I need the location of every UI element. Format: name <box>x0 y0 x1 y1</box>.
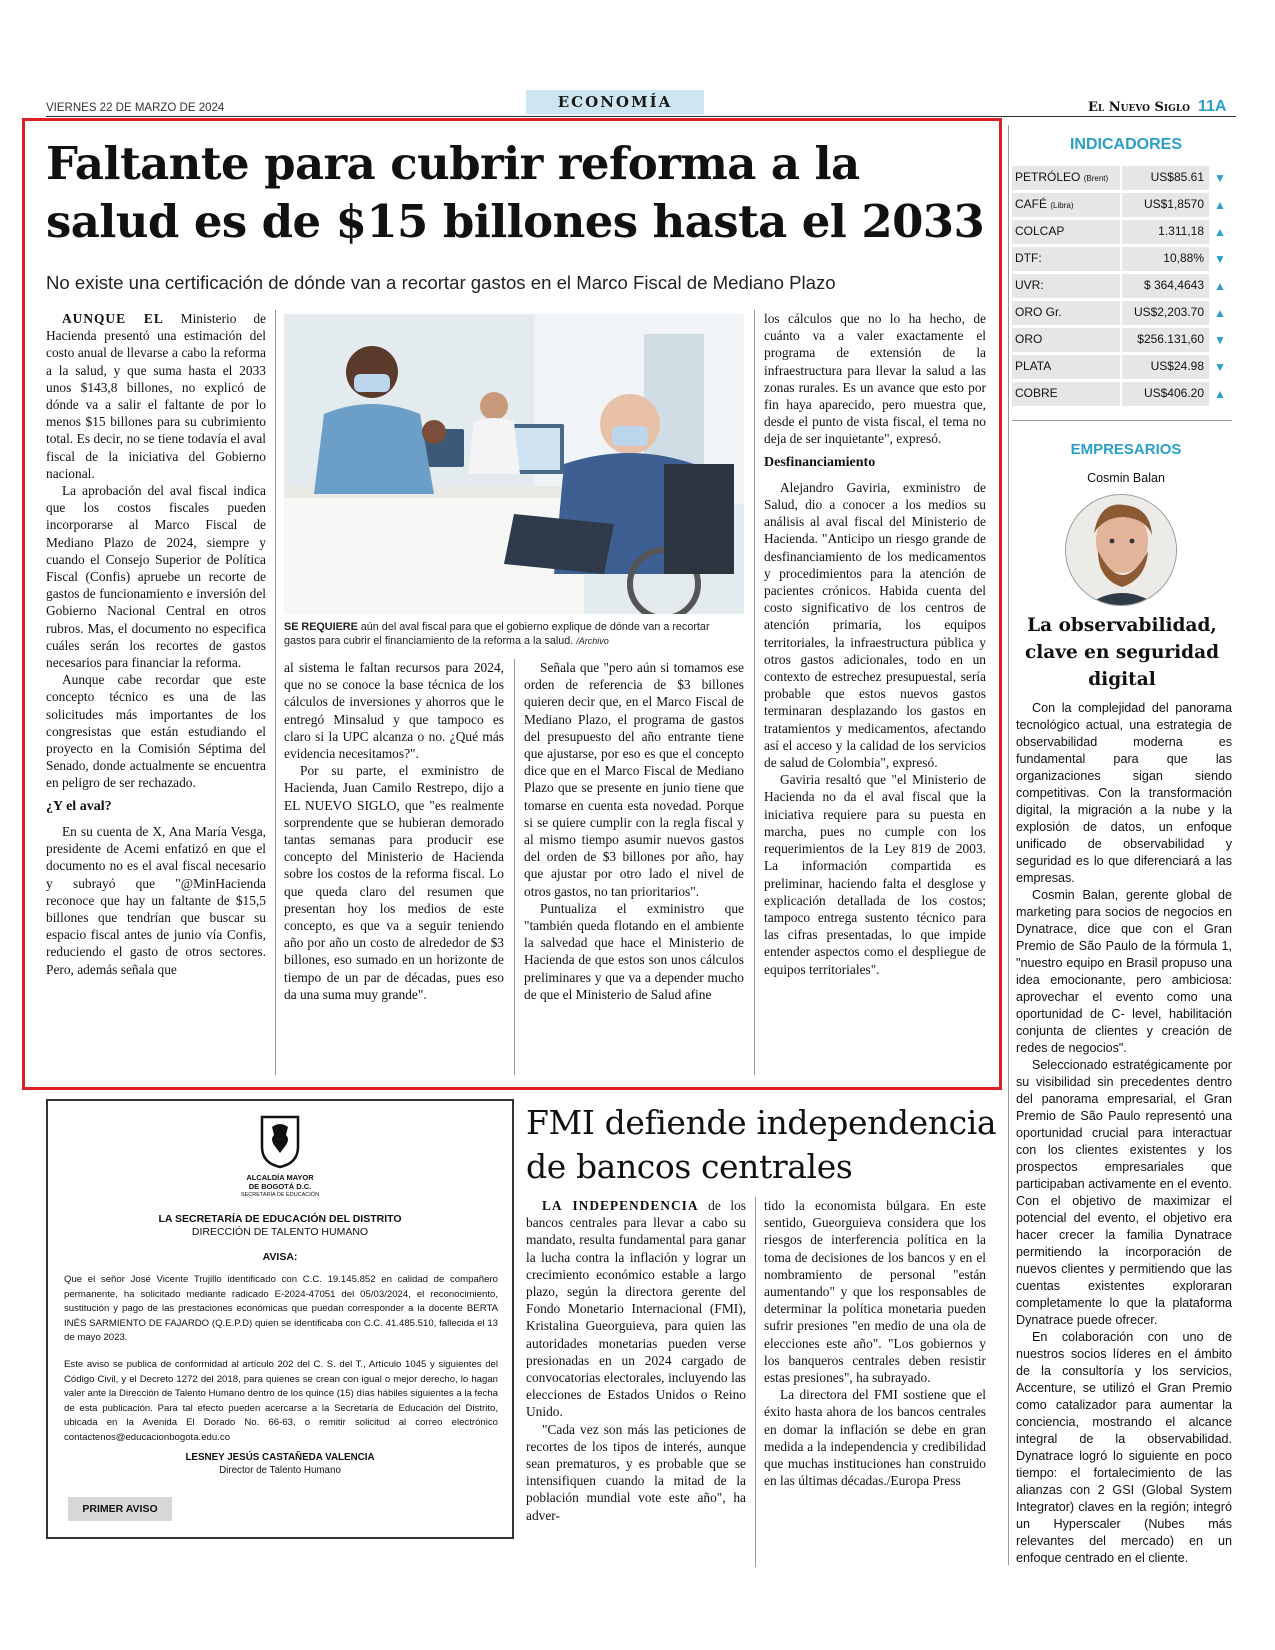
paragraph: La directora del FMI sostiene que el éxito hasta ahora de los bancos centrales en domar la inflación se debe en gran medida a la independencia y credibilidad que muchas instituciones han construido en las últimas décadas./Europa Press <box>764 1387 986 1489</box>
photo-caption <box>284 620 744 648</box>
hospital-scene-illustration <box>284 314 744 614</box>
paragraph: Puntualiza el exministro que "también queda flotando en el ambiente la salvedad que hace el Ministerio de Hacienda de que estos son unos cálculos preliminares y que va a depender mucho de que el Ministerio de Salud afine <box>524 900 744 1002</box>
arrow-up-icon: ▲ <box>1214 306 1226 320</box>
notice-signer: LESNEY JESÚS CASTAÑEDA VALENCIA <box>185 1452 375 1463</box>
column-rule <box>755 1197 756 1567</box>
notice-subtitle: DIRECCIÓN DE TALENTO HUMANO <box>191 1226 369 1238</box>
org-name-2: DE BOGOTÁ D.C. <box>248 1182 312 1191</box>
section-banner <box>526 90 704 114</box>
lead-in: AUNQUE EL <box>62 311 164 326</box>
column-rule <box>514 659 515 1075</box>
bogota-coat-of-arms-icon <box>256 1113 304 1169</box>
paragraph: La aprobación del aval fiscal indica que los costos fiscales pueden incorporarse al Marco Fiscal de Mediano Plazo de 2024, siempre y cuando el Consejo Superior de Política Fiscal (Confis) apruebe un recorte de gastos de funcionamiento e inversión del Gobierno Nacional Central en otros rubros. Mas, el documento no especifica cuáles serán los recortes de gastos necesarios para financiar la reforma. <box>46 483 266 671</box>
empresarios-label: EMPRESARIOS <box>1070 441 1182 458</box>
arrow-up-icon: ▲ <box>1214 225 1226 239</box>
indicator-name: COBRE <box>1015 386 1058 400</box>
page-number: 11A <box>1198 98 1227 115</box>
indicator-name: CAFÉ <box>1015 197 1048 211</box>
arrow-down-icon: ▼ <box>1214 252 1226 266</box>
indicator-name: COLCAP <box>1015 224 1065 238</box>
notice-title: LA SECRETARÍA DE EDUCACIÓN DEL DISTRITO <box>158 1213 402 1225</box>
empresarios-body <box>1016 700 1232 1567</box>
fmi-headline <box>526 1101 996 1189</box>
notice-avisa: AVISA: <box>262 1251 298 1263</box>
sidebar-divider <box>1012 420 1232 421</box>
paragraph: Con la complejidad del panorama tecnológico actual, una estrategia de observabilidad moderna es fundamental para que las organizaciones sigan siendo competitivas. Con la transformación digital, la migración a la nube y la explosión de datos, un enfoque unificado de observabilidad y seguridad es lo que diferenciará a las empresas. <box>1016 701 1232 885</box>
lead-in: LA INDEPENDENCIA <box>542 1198 699 1213</box>
paper-name: El Nuevo Siglo <box>1088 100 1190 115</box>
paragraph: tido la economista búlgara. En este sentido, Gueorguieva considera que los riesgos de interferencia política en la toma de decisiones de los bancos y en el nombramiento de personal "están aumentando" y que los responsables de determinar la política monetaria pueden sufrir presiones "en medio de una ola de elecciones este año". "Los gobiernos y los banqueros centrales deben resistir estas presiones", ha subrayado. <box>764 1198 986 1386</box>
indicator-tag: (Brent) <box>1083 174 1109 183</box>
subheading: Desfinanciamiento <box>764 454 876 470</box>
headline-line-2: salud es de $15 billones hasta el 2033 <box>46 195 985 248</box>
indicator-value: 1.311,18 <box>1122 220 1209 244</box>
indicator-value: US$85.61 <box>1122 166 1209 190</box>
fmi-col-1 <box>526 1197 746 1524</box>
indicator-name: UVR: <box>1015 278 1044 292</box>
headline-line-1: Faltante para cubrir reforma a la <box>46 137 860 190</box>
indicator-name: PLATA <box>1015 359 1052 373</box>
paragraph: Alejandro Gaviria, exministro de Salud, dio a conocer a los medios su análisis al aval fiscal del Ministerio de Hacienda. "Anticipo un riesgo grande de desfinanciamiento de los medicamentos y procedimientos para la atención de pacientes crónicos. Habida cuenta del costo significativo de los centros de atención primaria, los equipos territoriales, la infraestructura pública y otros gastos adicionales, todo en un contexto de estrechez presupuestal, sería probable que estos nuevos gastos terminaran desplazando los gastos en tratamientos y medicamentos, afectando así el acceso y la calidad de los servicios de salud de Colombia", expresó. <box>764 479 986 771</box>
paragraph: Cosmin Balan, gerente global de marketing para socios de negocios en Dynatrace, dice que con el Gran Premio de São Paulo de la fórmula 1, "nuestro equipo en Brasil propuso una idea emocionante, pero ambiciosa: aprovechar el evento como una oportunidad de C- level, habilitación conjunta de clientes y creación de redes de negocios". <box>1016 888 1232 1055</box>
page-date: VIERNES 22 DE MARZO DE 2024 <box>46 102 225 114</box>
indicator-row-cobre <box>1012 382 1232 407</box>
empresarios-headline: La observabilidad, clave en seguridad digital <box>1024 615 1220 690</box>
arrow-up-icon: ▲ <box>1214 279 1226 293</box>
subheading: ¿Y el aval? <box>46 798 112 814</box>
indicator-row-colcap <box>1012 220 1232 245</box>
article-col-3 <box>524 659 744 1003</box>
caption-lead: SE REQUIERE <box>284 621 358 633</box>
notice-paragraph-1: Que el señor José Vicente Trujillo identificado con C.C. 19.145.852 en calidad de compañero permanente, ha solicitado mediante radicado E-2024-47051 del 05/03/2024, el reconocimiento, sustitución y pago de las prestaciones económicas que puedan corresponder a la docente BERTA INÉS SARMIENTO DE FAJARDO (Q.E.P.D) quien se identificaba con C.C. 41.485.510, fallecida el 13 de mayo 2023. <box>64 1274 498 1344</box>
notice-badge: PRIMER AVISO <box>68 1497 172 1521</box>
fmi-col-2 <box>764 1197 986 1489</box>
header-rule <box>46 116 1236 117</box>
indicator-row-plata <box>1012 355 1232 380</box>
indicator-name: ORO <box>1015 332 1043 346</box>
arrow-up-icon: ▲ <box>1214 387 1226 401</box>
indicator-value: US$24.98 <box>1122 355 1209 379</box>
fmi-headline-line-2: de bancos centrales <box>526 1147 853 1186</box>
paragraph: Aunque cabe recordar que este concepto técnico es una de las solicitudes más importantes de los congresistas que están estudiando el proyecto en la Comisión Séptima del Senado, donde actualmente se encuentra en peligro de ser rechazado. <box>46 672 266 791</box>
indicator-row-petroleo <box>1012 166 1232 191</box>
paragraph: los cálculos que no lo ha hecho, de cuánto va a valer exactamente el programa de extensión de la infraestructura para llevar la salud a las zonas rurales. Es un avance que esto por fin haya aparecido, pero muestra que, desde el punto de vista fiscal, el tema no deja de ser inquietante", expresó. <box>764 311 986 447</box>
indicator-value: $256.131,60 <box>1122 328 1209 352</box>
caption-text: aún del aval fiscal para que el gobierno explique de dónde van a recortar gastos para cubrir el financiamiento de la reforma a la salud. <box>284 621 710 647</box>
paragraph: de los bancos centrales para llevar a cabo su mandato, resulta fundamental para ganar la lucha contra la inflación y lograr un crecimiento económico estable a largo plazo, según la directora gerente del Fondo Monetario Internacional (FMI), Kristalina Gueorguieva, para quien las autoridades monetarias pueden verse presionadas en un 2024 cargado de convocatorias electorales, incluyendo las elecciones de Estados Unidos o Reino Unido. <box>526 1198 746 1420</box>
indicator-name: DTF: <box>1015 251 1042 265</box>
indicator-value: US$1,8570 <box>1122 193 1209 217</box>
paragraph: "Cada vez son más las peticiones de recortes de los tipos de interés, aunque sean prematuros, y es probable que se intensifiquen cuando la mitad de la población mundial vote este año", ha adver- <box>526 1421 746 1523</box>
paragraph: Por su parte, el exministro de Hacienda, Juan Camilo Restrepo, dijo a EL NUEVO SIGLO, que "es realmente sorprendente que se hubieran demorado tantas semanas para producir ese concepto del Ministerio de Hacienda sobre los costos de la reforma fiscal. Lo que queda claro del resumen que presentan hoy los medios de este concepto, es que va a seguir teniendo año por año un costo de alrededor de $3 billones, eso sumado en un horizonte de tiempo de un par de décadas, pues eso da una suma muy grande". <box>284 763 504 1002</box>
sidebar-rule <box>1008 125 1009 1565</box>
column-rule <box>754 310 755 1075</box>
article-col-1 <box>46 310 266 978</box>
indicator-row-cafe <box>1012 193 1232 218</box>
paragraph: En su cuenta de X, Ana María Vesga, presidente de Acemi enfatizó en que el documento no es el aval fiscal necesario y subrayó que "@MinHacienda reconoce que hay un faltante de $15,5 billones que tendrían que buscar su espacio fiscal antes de junio vía Confis, reduciendo el gasto de otros sectores. Pero, además señala que <box>46 823 266 977</box>
notice-signer-role: Director de Talento Humano <box>219 1465 341 1476</box>
indicator-row-dtf <box>1012 247 1232 272</box>
paragraph: Gaviria resaltó que "el Ministerio de Hacienda no da el aval fiscal que la iniciativa requiere para su puesta en marcha, pues no cumple con los requerimientos de la Ley 819 de 2003. La información compartida es preliminar, haciendo falta el desglose y explicación detallada de los costos; tampoco entrega sustento técnico para las cifras presentadas, lo que impide entender aspectos como el despliegue de equipos territoriales". <box>764 772 986 977</box>
indicator-row-oro-gr <box>1012 301 1232 326</box>
org-name-3: SECRETARÍA DE EDUCACIÓN <box>240 1192 320 1198</box>
arrow-down-icon: ▼ <box>1214 333 1226 347</box>
person-portrait <box>1066 495 1177 606</box>
fmi-headline-line-1: FMI defiende independencia <box>526 1103 997 1142</box>
photo-credit: /Archivo <box>576 636 609 646</box>
column-rule <box>275 310 276 1075</box>
indicator-value: US$2,203.70 <box>1122 301 1209 325</box>
indicators-table <box>1012 166 1232 409</box>
paragraph: En colaboración con uno de nuestros socios líderes en el ámbito de la consultoría y los servicios, Accenture, se utilizó el Gran Premio como catalizador para aumentar la conciencia, mostrando el alcance integral de la observabilidad. Dynatrace logró lo siguiente en poco tiempo: el fortalecimiento de las alianzas con 2 GSI (Global System Integrator) claves en la región; integró un Hyperscaler (Nubes más relevantes del mercado) en un enfoque centrado en el cliente. <box>1016 1330 1232 1565</box>
article-col-2 <box>284 659 504 1003</box>
indicator-row-oro <box>1012 328 1232 353</box>
arrow-up-icon: ▲ <box>1214 198 1226 212</box>
org-name-1: ALCALDÍA MAYOR <box>246 1173 314 1182</box>
article-photo <box>284 314 744 614</box>
indicator-value: $ 364,4643 <box>1122 274 1209 298</box>
public-notice <box>46 1099 514 1539</box>
indicators-title: INDICADORES <box>1069 136 1182 153</box>
indicator-tag: (Libra) <box>1050 201 1074 210</box>
section-label: ECONOMÍA <box>557 93 673 111</box>
notice-paragraph-2: Este aviso se publica de conformidad al artículo 202 del C. S. del T., Artículo 1045 y siguientes del Código Civil, y el Decreto 1272 del 2018, para quienes se crean con igual o mejor derecho, lo hagan valer ante la Dirección de Talento Humano dentro de los quince (15) días hábiles siguientes a la fecha de esta publicación. Para tal efecto pueden acercarse a la Secretaría de Educación del Distrito, ubicada en la Avenida El Dorado No. 66-63, o remitir solicitud al correo electrónico contactenos@educacionbogota.edu.co <box>64 1358 498 1443</box>
paragraph: Señala que "pero aún si tomamos ese orden de referencia de $3 billones quieren decir que, en el Marco Fiscal de Mediano Plazo, el programa de gastos del presupuesto del año entrante tiene que ajustarse, por eso es que el concepto dice que en el Marco Fiscal de Mediano Plazo que se presente en junio tiene que tomarse en cuenta esta novedad. Porque si se quiere cumplir con la regla fiscal y al mismo tiempo asumir nuevos gastos del orden de $3 billones por año, hay que ajustar por otro lado el nivel de otros gastos, no tan prioritarios". <box>524 660 744 899</box>
paragraph: al sistema le faltan recursos para 2024, que no se conoce la base técnica de los cálculos de inversiones y ahorros que le entregó Minsalud y que tampoco es claro si la UPC alcanza o no. ¿Qué más evidencia necesitamos?". <box>284 660 504 762</box>
arrow-down-icon: ▼ <box>1214 360 1226 374</box>
person-name: Cosmin Balan <box>1087 471 1165 485</box>
indicator-value: US$406.20 <box>1122 382 1209 406</box>
main-subhead: No existe una certificación de dónde van a recortar gastos en el Marco Fiscal de Mediano Plazo <box>46 272 836 293</box>
indicator-row-uvr <box>1012 274 1232 299</box>
indicator-name: PETRÓLEO <box>1015 170 1081 184</box>
indicator-value: 10,88% <box>1122 247 1209 271</box>
paragraph: Ministerio de Hacienda presentó una estimación del costo anual de llevarse a cabo la reforma a la salud, y que suma hasta el 2033 unos $143,8 billones, no explicó de dónde va a salir el faltante de por lo menos $15 billones para su cubrimiento total. Es decir, no se tiene todavía el aval fiscal de la iniciativa del Gobierno nacional. <box>46 311 266 481</box>
main-headline <box>46 135 985 251</box>
masthead <box>1088 98 1226 116</box>
paragraph: Seleccionado estratégicamente por su visibilidad sin precedentes dentro del panorama empresarial, el Gran Premio de São Paulo representó una oportunidad crucial para interactuar con los clientes existentes y los prospectos empresariales que participaban activamente en el evento. Con el objetivo de maximizar el potencial del evento, el objetivo era hacer crecer la familia Dynatrace permitiendo la incorporación de nuevos clientes y permitiendo que las cuentas existentes exploraran completamente lo que la plataforma Dynatrace puede ofrecer. <box>1016 1058 1232 1327</box>
arrow-down-icon: ▼ <box>1214 171 1226 185</box>
indicator-name: ORO Gr. <box>1015 305 1062 319</box>
article-col-4 <box>764 310 986 978</box>
avatar <box>1065 494 1177 606</box>
